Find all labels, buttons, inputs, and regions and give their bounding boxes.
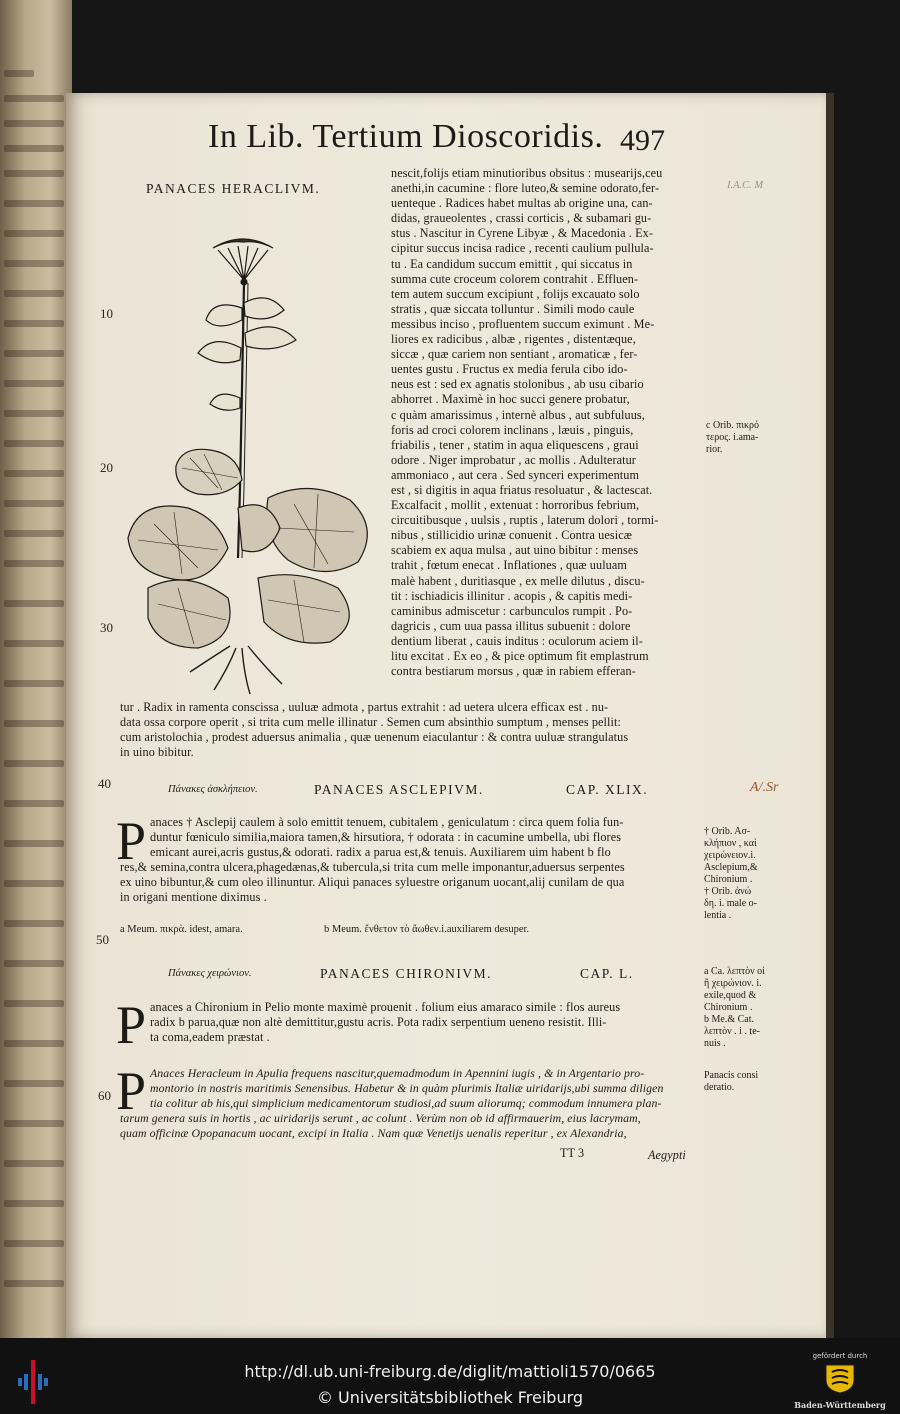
column-line: nescit,folijs etiam minutioribus obsitus : musearijs,ceu — [391, 166, 663, 180]
column-line: siccæ , quæ cariem non sentiant , aromaticæ , fer- — [391, 347, 638, 362]
text-line: ex uino bibuntur,& cum oleo illinuntur. Aliqui panaces syluestre origanum uocant,alij cunilam de qua — [120, 875, 625, 890]
greek-label-chironium: Πάνακες χειρώνιον. — [168, 968, 252, 979]
column-line: summa cute croceum colorem contrahit . Effluen- — [391, 271, 639, 286]
column-line: contra bestiarum morsus , quæ in rabiem efferan- — [391, 664, 636, 679]
dropcap-p: P — [116, 1061, 147, 1121]
column-line: dagricis , cum uua passa illitus subuenit : dolore — [391, 618, 631, 633]
chapter-number-49: CAP. XLIX. — [566, 782, 649, 797]
commentary-indented — [150, 1066, 663, 1111]
catchword: Aegypti — [648, 1148, 686, 1162]
column-line: est , si digitis in aqua friatus resoluatur , & lactescat. — [391, 482, 653, 497]
text-line: in uino bibitur. — [120, 745, 194, 760]
column-line: cipitur succus incisa radice , recenti caulium pullula- — [391, 241, 654, 256]
column-line: uenteque . Radices habet multas ab origine una, can- — [391, 196, 653, 211]
text-line: anaces a Chironium in Pelio monte maximè prouenit . folium eius amaraco simile : flos aureus — [150, 1000, 621, 1014]
column-line: caminibus admiscetur : carbunculos rumpit . Po- — [391, 603, 633, 618]
column-line: dentium liberat , cauis inditus : oculorum aciem il- — [391, 633, 643, 648]
column-line: abhorret . Maximè in hoc succi genere probatur, — [391, 392, 630, 407]
line-number: 40 — [98, 776, 111, 791]
text-line: tur . Radix in ramenta conscissa , uuluæ admota , partus extrahit : ad uetera ulcera efficax est . nu- — [120, 700, 609, 714]
dropcap-p: P — [116, 995, 147, 1055]
copyright-notice: © Universitätsbibliothek Freiburg — [316, 1388, 584, 1407]
baden-wuerttemberg-crest-icon — [823, 1362, 857, 1394]
column-line: messibus inciso , profluentem succum eximunt . Me- — [391, 316, 655, 331]
text-line: quam officinæ Opopanacum uocant, excipi in Italia . Nam quæ Venetijs uenalis reperitur , ex Alexandria, — [120, 1126, 627, 1141]
chapter-49-text — [120, 860, 625, 905]
text-line: in origani mentione diximus . — [120, 890, 267, 905]
column-line: odore . Niger improbatur , ac mollis . Adulteratur — [391, 452, 636, 467]
text-line: duntur fœniculo similia,maiora tamen,& hirsutiora, † odorata : in cacumine umbella, ubi flores — [150, 830, 622, 845]
dropcap-p: P — [116, 811, 147, 871]
margin-note-c: c Orib. πικρό τερος. i.ama- rior. — [706, 420, 760, 455]
line-number: 50 — [96, 932, 109, 947]
line-number: 30 — [100, 620, 113, 635]
column-line: malè habent , duritiasque , ex melle dilutus , discu- — [391, 573, 645, 588]
funder-label: gefördert durch — [812, 1352, 868, 1360]
page-number: 497 — [620, 124, 665, 157]
pencil-note: A/.Sr — [750, 780, 779, 795]
column-line: liores ex radicibus , albæ , rigentes , distentæque, — [391, 332, 636, 347]
text-line: tarum genera suis in hortis , ac uiridarijs serunt , ac colunt . Verùm non ob id affirmauerim, eius lacrymam, — [120, 1111, 641, 1125]
column-line: tit : ischiadicis illinitur . acopis , & capitis medi- — [391, 588, 633, 603]
column-line: stratis , quæ siccata tolluntur . Simili modo caule — [391, 301, 635, 316]
column-text-block — [391, 166, 662, 679]
line-number: 10 — [100, 306, 113, 321]
funder-name: Baden-Württemberg — [794, 1400, 886, 1410]
university-library-logo-icon[interactable] — [18, 1360, 48, 1404]
column-line: neus est : sed ex agnatis stolonibus , ab usu cibario — [391, 377, 644, 392]
running-head: In Lib. Tertium Dioscoridis. — [208, 118, 604, 155]
chapter-number-50: CAP. L. — [580, 966, 634, 981]
column-line: Excalfacit , mollit , extenuat : horroribus febrium, — [391, 498, 640, 513]
left-page-edge — [0, 0, 72, 1338]
column-line: circuitibusque , uulsis , ruptis , laterum dolori , tormi- — [391, 513, 659, 528]
permalink-url[interactable]: http://dl.ub.uni-freiburg.de/diglit/mattioli1570/0665 — [244, 1362, 656, 1381]
column-line: anethi,in cacumine : flore luteo,& semine odorato,fer- — [391, 181, 660, 196]
text-line: Anaces Heracleum in Apulia frequens nascitur,quemadmodum in Apennini iugis , & in Argentario pro- — [150, 1066, 645, 1080]
text-line: ta coma,eadem præstat . — [150, 1030, 270, 1045]
column-line: nibus , stillicidio urinæ conuenit . Contra uesicæ — [391, 528, 632, 543]
text-line: tia colitur ab his,qui simplicium medicamentorum studiosi,ad suum aliorumq; commodum innumera plan- — [150, 1096, 662, 1111]
figure-title: PANACES HERACLIVM. — [146, 181, 321, 196]
margin-note-orib: † Orib. Aσ- κλήπιον , καὶ χειρώνειον.i. Asclepium,& Chironium . † Orib. ἀνώ δη. i. male o- lentia . — [704, 826, 758, 921]
text-line: montorio in nostris maritimis Senensibus. Habetur & in quàm plurimis Italiæ uiridarijs,ubi summa diligen — [150, 1081, 664, 1096]
column-line: friabilis , tener , statim in aqua eliquescens , graui — [391, 437, 639, 452]
column-line: uentes gustu . Fructus ex media ferula cibo ido- — [391, 362, 628, 377]
chapter-title-asclepium: PANACES ASCLEPIVM. — [314, 782, 484, 797]
footnote-a: a Meum. πικρὰ. idest, amara. — [120, 924, 243, 935]
viewer-footer — [0, 1338, 900, 1414]
text-line: res,& semina,contra ulcera,phagedænas,& tubercula,si trita cum melle imponantur,aduersus serpentes — [120, 860, 625, 874]
text-line: emicant aurei,acris gustus,& odorati. radix a parua est,& tenuis. Auxiliarem uim habent b flo — [150, 845, 611, 860]
text-line: data ossa corpore operit , si trita cum melle illinatur . Semen cum absinthio sumptum , menses pellit: — [120, 715, 621, 730]
column-line: scabiem ex aqua mulsa , aut uino bibitur : menses — [391, 543, 639, 558]
line-number: 60 — [98, 1088, 111, 1103]
column-line: tem autem succum excipiunt , folijs excauato solo — [391, 286, 640, 301]
column-line: trahit , fœtum enecat . Inflationes , quæ uuluam — [391, 558, 627, 573]
footnote-b: b Meum. ἔνθετον τὸ ἄωθεν.i.auxiliarem desuper. — [324, 924, 530, 935]
text-line: cum aristolochia , prodest aduersus animalia , quæ uenenum eiaculantur : & contra uuluæ strangulatus — [120, 730, 629, 745]
greek-label-asclepium: Πάνακες ἀσκλήπειον. — [168, 784, 258, 795]
column-line: didas, graueolentes , crassi corticis , & subamari gu- — [391, 211, 652, 226]
margin-note-ca: a Ca. λεπτὸν οἱ ἢ χειρώνιον. i. exile,quod & Chironium . b Me.& Cat. λεπτὸν . i . te- nuis . — [704, 966, 765, 1049]
funder-badge[interactable] — [790, 1352, 890, 1412]
commentary-text — [120, 1111, 641, 1141]
page-edge-shadow — [826, 93, 834, 1338]
full-width-text-block — [120, 700, 628, 760]
column-line: c quàm amarissimus , internè albus , aut subfuluus, — [391, 407, 645, 422]
chapter-title-chironium: PANACES CHIRONIVM. — [320, 966, 493, 981]
plant-woodcut-illustration — [118, 228, 386, 698]
text-line: anaces † Asclepij caulem à solo emittit tenuem, cubitalem , geniculatum : circa quem folia fun- — [150, 815, 624, 829]
column-line: litu excitat . Ex eo , & pice optimum fit emplastrum — [391, 649, 649, 663]
chapter-50-text — [150, 1000, 620, 1045]
column-line: ammoniaco , aut cera . Sed synceri experimentum — [391, 467, 640, 482]
line-number: 20 — [100, 460, 113, 475]
chapter-49-indented — [150, 815, 623, 860]
column-line: tu . Ea candidum succum emittit , qui siccatus in — [391, 256, 633, 271]
column-line: foris ad croci colorem inclinans , læuis , pinguis, — [391, 422, 634, 437]
text-line: radix b parua,quæ non altè demittitur,gustu acris. Pota radix serpentium ueneno resistit. Illi- — [150, 1015, 607, 1030]
margin-note-panacis: Panacis consi deratio. — [704, 1070, 759, 1093]
signature-mark: TT 3 — [560, 1146, 585, 1160]
pencil-mark-top: I.A.C. M — [727, 180, 764, 191]
column-line: stus . Nascitur in Cyrene Libyæ , & Macedonia . Ex- — [391, 226, 654, 241]
